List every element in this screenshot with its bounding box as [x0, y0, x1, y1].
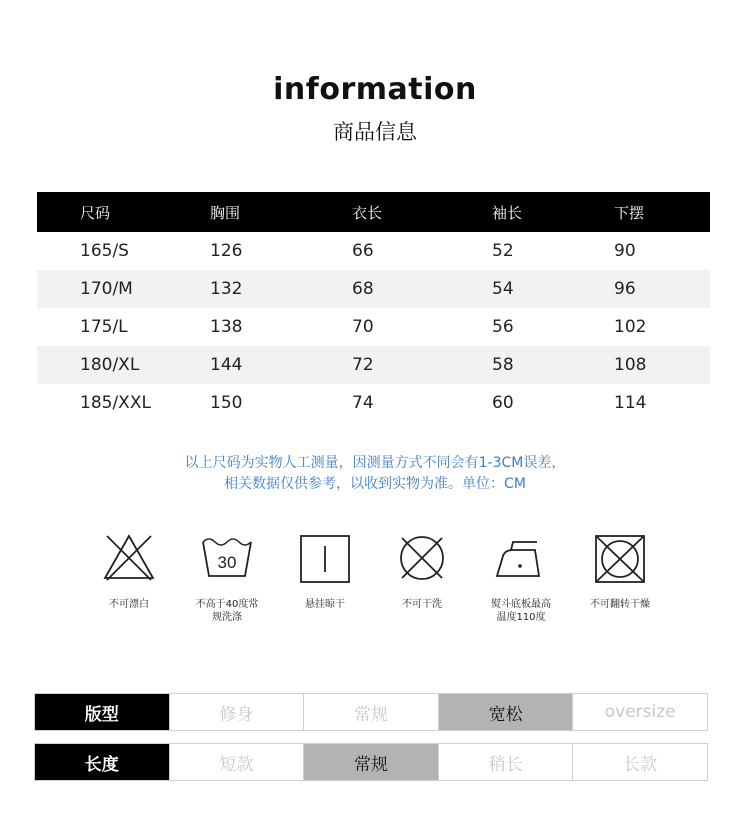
iron-icon — [493, 532, 549, 584]
care-label: 悬挂晾干 — [305, 599, 345, 610]
care-label: 不可翻转干燥 — [590, 599, 650, 610]
table-cell: 90 — [614, 241, 636, 261]
size-table-header — [37, 192, 710, 232]
table-cell: 70 — [352, 317, 374, 337]
header-cell-hem: 下摆 — [614, 203, 645, 222]
fit-option-loose: 宽松 — [438, 694, 573, 730]
care-item-iron — [471, 532, 571, 624]
fit-option-slim: 修身 — [169, 694, 304, 730]
table-cell: 170/M — [80, 279, 133, 299]
table-cell: 180/XL — [80, 355, 140, 375]
table-cell: 138 — [210, 317, 243, 337]
header-cell-chest: 胸围 — [210, 203, 241, 222]
no-tumble-dry-icon — [592, 532, 648, 584]
table-row — [37, 308, 710, 346]
page-title: information — [273, 72, 477, 107]
table-row — [37, 346, 710, 384]
table-cell: 144 — [210, 355, 243, 375]
fit-option-oversize: oversize — [572, 694, 707, 730]
table-cell: 52 — [492, 241, 514, 261]
table-cell: 60 — [492, 393, 514, 413]
hang-dry-icon — [297, 532, 353, 584]
table-cell: 72 — [352, 355, 374, 375]
measurement-note-line2: 相关数据仅供参考，以收到实物为准。单位：CM — [224, 476, 526, 492]
care-item-no-dry-clean — [372, 532, 472, 611]
care-item-no-bleach — [79, 532, 179, 611]
measurement-note-line1: 以上尺码为实物人工测量，因测量方式不同会有1-3CM误差， — [184, 455, 566, 471]
length-table — [34, 743, 708, 781]
header-cell-length: 衣长 — [352, 203, 383, 222]
length-option-slightly-long: 稍长 — [438, 744, 573, 780]
table-cell: 96 — [614, 279, 636, 299]
table-row — [37, 232, 710, 270]
table-cell: 150 — [210, 393, 243, 413]
length-option-regular: 常规 — [303, 744, 438, 780]
length-option-short: 短款 — [169, 744, 304, 780]
header-cell-size: 尺码 — [80, 203, 111, 222]
header-cell-sleeve: 袖长 — [492, 203, 523, 222]
table-cell: 68 — [352, 279, 374, 299]
wash-30-icon — [199, 532, 255, 584]
table-cell: 54 — [492, 279, 514, 299]
table-cell: 185/XXL — [80, 393, 151, 413]
page-subtitle: 商品信息 — [333, 120, 417, 144]
table-cell: 175/L — [80, 317, 128, 337]
table-cell: 56 — [492, 317, 514, 337]
fit-type-label: 版型 — [35, 694, 169, 730]
care-label: 不高于40度常规洗涤 — [195, 599, 259, 623]
care-label: 不可漂白 — [109, 599, 149, 610]
table-cell: 66 — [352, 241, 374, 261]
table-row — [37, 384, 710, 422]
wash-temp: 30 — [217, 553, 237, 572]
table-cell: 58 — [492, 355, 514, 375]
table-cell: 165/S — [80, 241, 129, 261]
care-item-wash-30 — [177, 532, 277, 624]
care-item-no-tumble-dry — [570, 532, 670, 611]
table-cell: 132 — [210, 279, 243, 299]
care-label: 不可干洗 — [402, 599, 442, 610]
table-cell: 108 — [614, 355, 647, 375]
size-table — [37, 192, 710, 422]
length-label: 长度 — [35, 744, 169, 780]
table-cell: 114 — [614, 393, 647, 413]
no-bleach-icon — [101, 532, 157, 584]
table-cell: 126 — [210, 241, 243, 261]
care-item-hang-dry — [275, 532, 375, 611]
table-cell: 74 — [352, 393, 374, 413]
fit-option-regular: 常规 — [303, 694, 438, 730]
no-dry-clean-icon — [394, 532, 450, 584]
table-row — [37, 270, 710, 308]
care-label: 熨斗底板最高温度110度 — [491, 599, 551, 623]
fit-type-table — [34, 693, 708, 731]
table-cell: 102 — [614, 317, 647, 337]
length-option-long: 长款 — [572, 744, 707, 780]
